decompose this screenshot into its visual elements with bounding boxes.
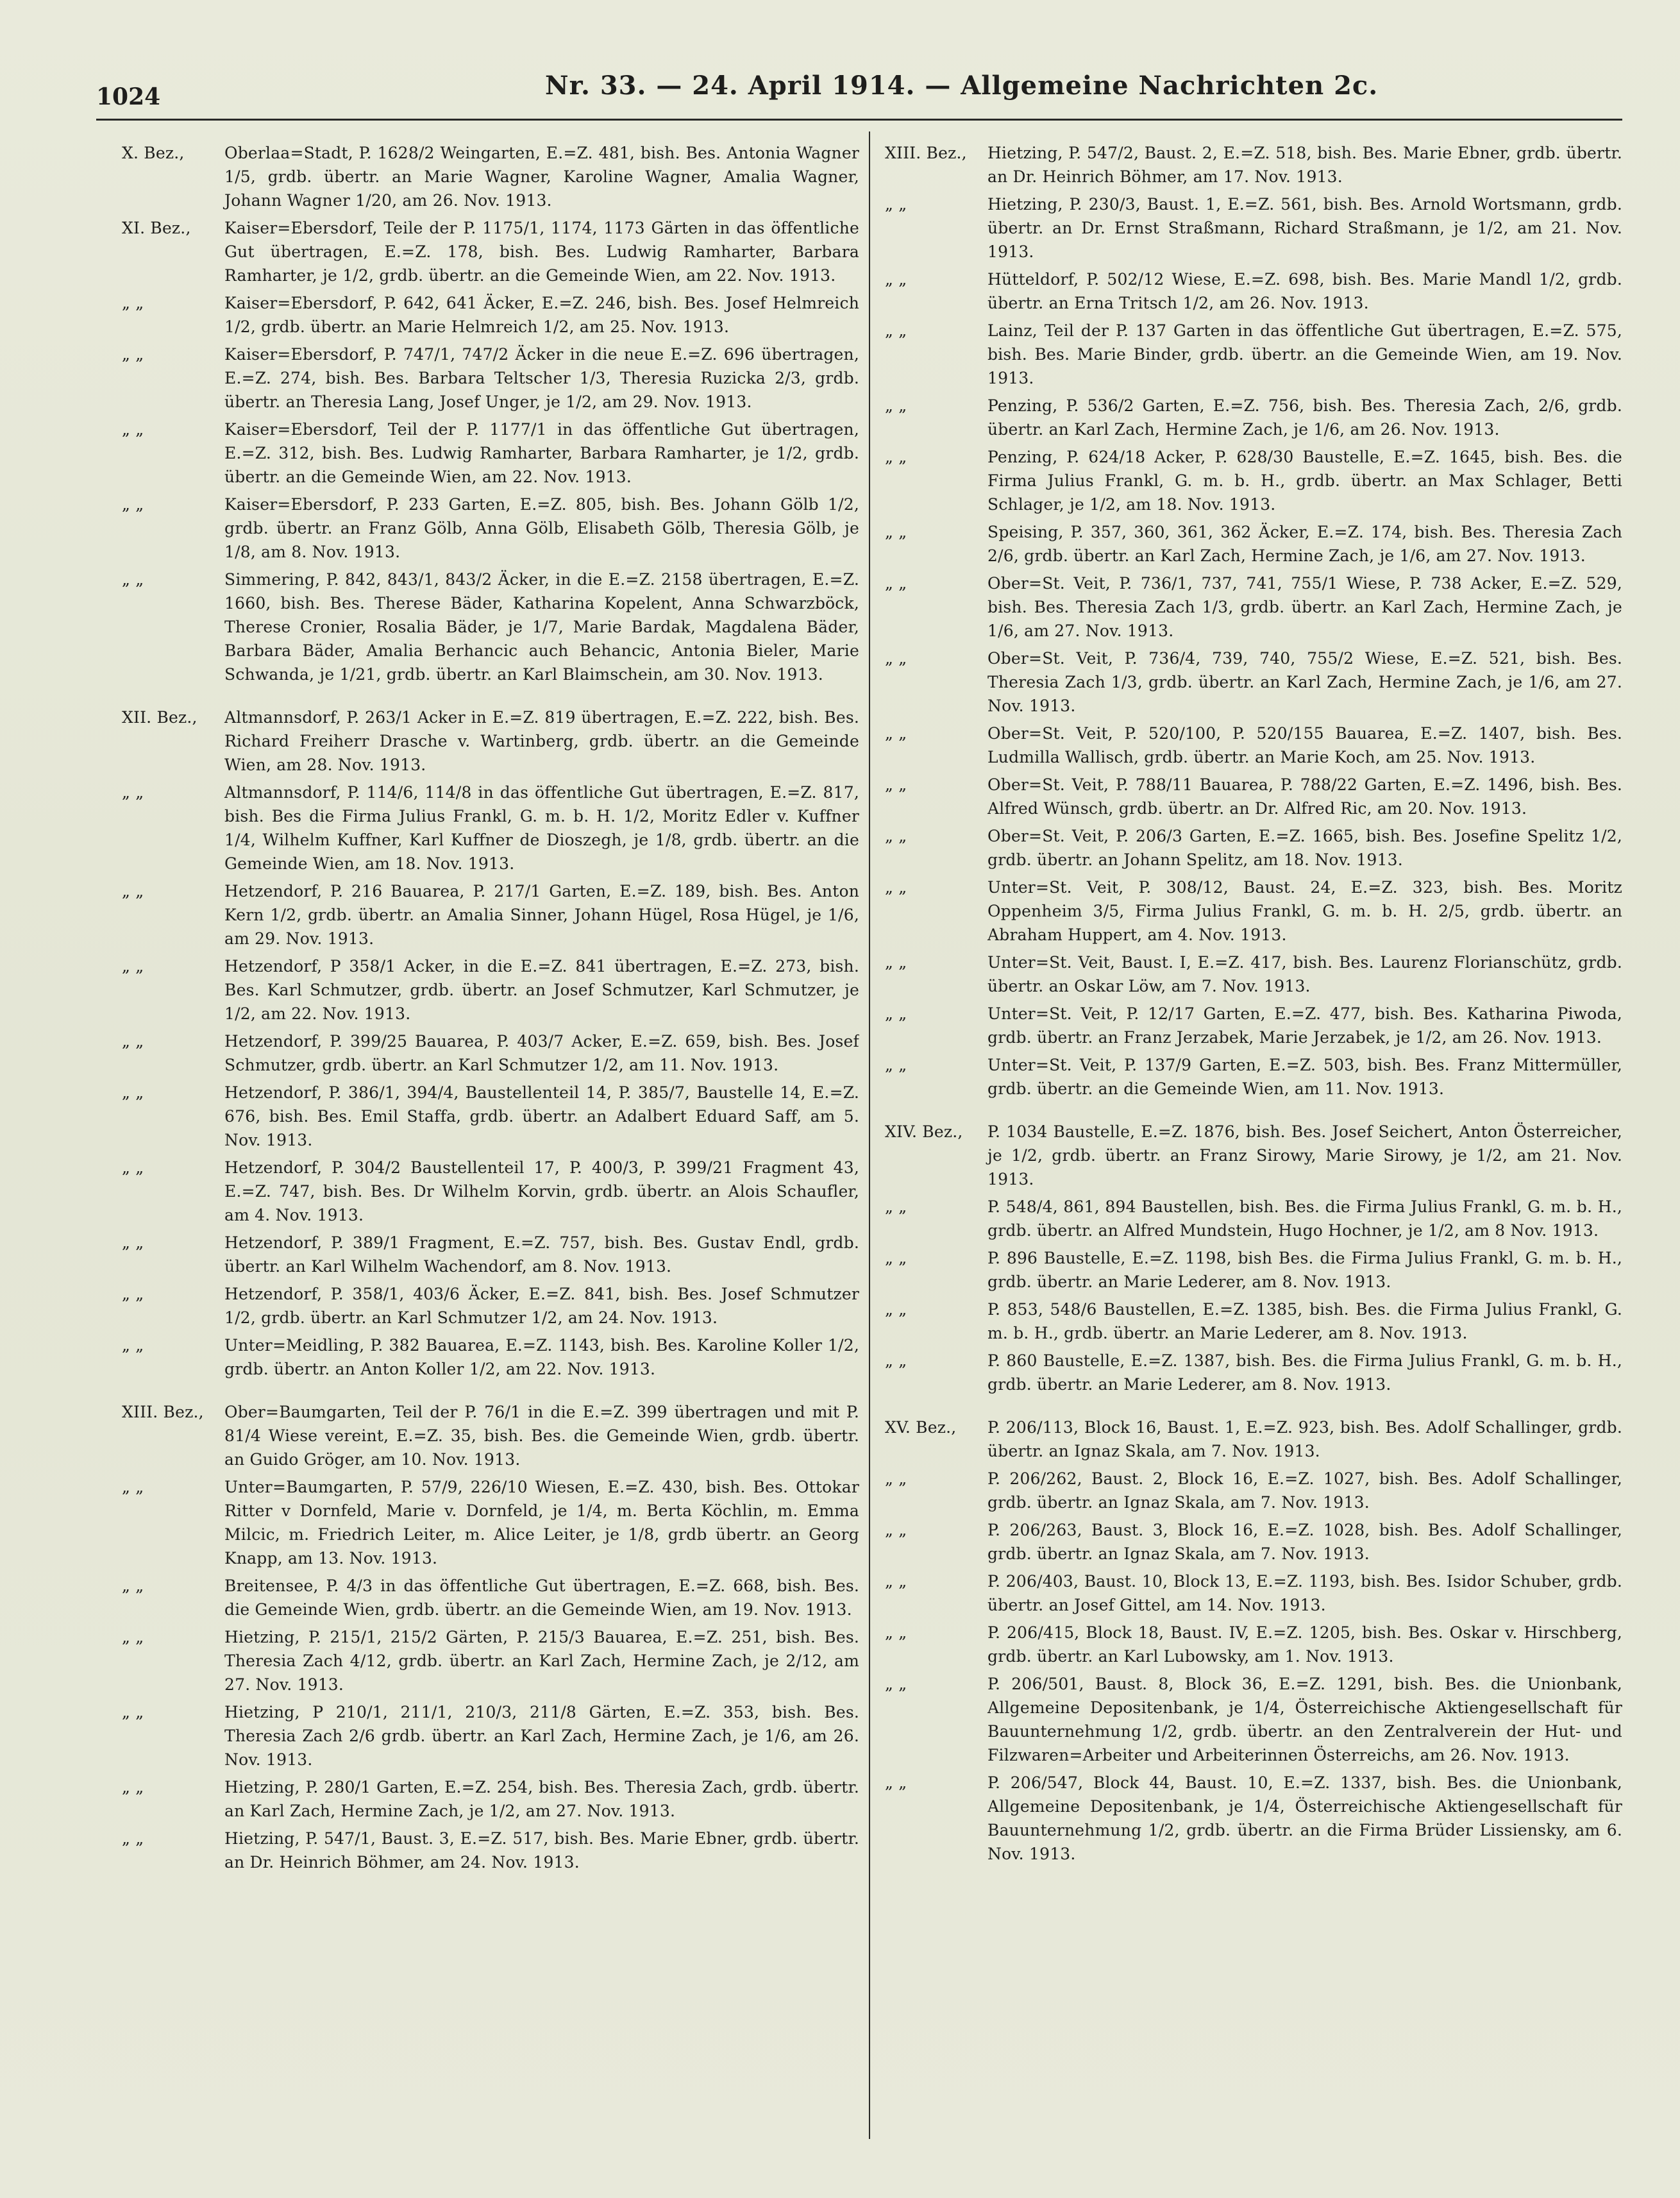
register-entry bbox=[885, 394, 1622, 441]
register-entry bbox=[122, 1282, 859, 1330]
register-entry bbox=[885, 141, 1622, 189]
entry-text: Altmannsdorf, P. 263/1 Acker in E.=Z. 819 übertragen, E.=Z. 222, bish. Bes. Richard Freiherr Drasche v. Wartinberg, grdb. übertr. an die Gemeinde Wien, am 28. Nov. 1913. bbox=[224, 708, 859, 774]
entry-text: Ober=St. Veit, P. 520/100, P. 520/155 Bauarea, E.=Z. 1407, bish. Bes. Ludmilla Wallisch, grdb. übertr. an Marie Koch, am 25. Nov. 1913. bbox=[987, 724, 1622, 766]
district-label: XIV. Bez., bbox=[885, 1122, 963, 1141]
district-label: „ „ bbox=[885, 1249, 907, 1267]
district-label: „ „ bbox=[122, 345, 144, 364]
district-label: XI. Bez., bbox=[122, 219, 191, 237]
register-entry bbox=[885, 1349, 1622, 1396]
entry-text: Kaiser=Ebersdorf, Teil der P. 1177/1 in das öffentliche Gut übertragen, E.=Z. 312, bish. Bes. Ludwig Ramharter, Barbara Ramharter, je 1/2, grdb. übertr. an die Gemeinde Wien, am 22. Nov. 1913. bbox=[224, 420, 859, 486]
district-label: X. Bez., bbox=[122, 144, 185, 162]
entry-text: Ober=St. Veit, P. 736/4, 739, 740, 755/2 Wiese, E.=Z. 521, bish. Bes. Theresia Zach 1/3, grdb. übertr. an Karl Zach, Hermine Zach, je 1/6, am 27. Nov. 1913. bbox=[987, 649, 1622, 715]
district-label: „ „ bbox=[885, 1197, 907, 1216]
district-label: „ „ bbox=[885, 827, 907, 845]
entry-text: Unter=Meidling, P. 382 Bauarea, E.=Z. 1143, bish. Bes. Karoline Koller 1/2, grdb. übertr. an Anton Koller 1/2, am 22. Nov. 1913. bbox=[224, 1336, 859, 1378]
district-label: „ „ bbox=[885, 523, 907, 541]
column-divider bbox=[869, 131, 870, 2139]
district-label: „ „ bbox=[122, 1083, 144, 1102]
register-entry bbox=[122, 418, 859, 489]
district-label: XIII. Bez., bbox=[122, 1403, 204, 1421]
entry-text: Hütteldorf, P. 502/12 Wiese, E.=Z. 698, bish. Bes. Marie Mandl 1/2, grdb. übertr. an Erna Tritsch 1/2, am 26. Nov. 1913. bbox=[987, 270, 1622, 312]
entry-text: Unter=St. Veit, Baust. I, E.=Z. 417, bish. Bes. Laurenz Florianschütz, grdb. übertr. an Oskar Löw, am 7. Nov. 1913. bbox=[987, 953, 1622, 995]
entry-text: Altmannsdorf, P. 114/6, 114/8 in das öffentliche Gut übertragen, E.=Z. 817, bish. Bes die Firma Julius Frankl, G. m. b. H. 1/2, Moritz Edler v. Kuffner 1/4, Wilhelm Kuffner, Karl Kuffner de Dioszegh, je 1/8, grdb. übertr. an die Gemeinde Wien, am 18. Nov. 1913. bbox=[224, 783, 859, 873]
register-entry bbox=[122, 781, 859, 875]
district-label: „ „ bbox=[885, 953, 907, 972]
entry-text: P. 853, 548/6 Baustellen, E.=Z. 1385, bish. Bes. die Firma Julius Frankl, G. m. b. H., grdb. übertr. an Marie Lederer, am 8. Nov. 1913. bbox=[987, 1300, 1622, 1342]
entry-text: Hietzing, P. 215/1, 215/2 Gärten, P. 215/3 Bauarea, E.=Z. 251, bish. Bes. Theresia Zach 4/12, grdb. übertr. an Karl Zach, Hermine Zach, je 2/12, am 27. Nov. 1913. bbox=[224, 1628, 859, 1694]
page-number: 1024 bbox=[96, 83, 161, 110]
entry-text: Ober=St. Veit, P. 736/1, 737, 741, 755/1 Wiese, P. 738 Acker, E.=Z. 529, bish. Bes. Theresia Zach 1/3, grdb. übertr. an Karl Zach, Hermine Zach, je 1/6, am 27. Nov. 1913. bbox=[987, 574, 1622, 640]
register-entry bbox=[122, 1827, 859, 1874]
register-entry bbox=[885, 773, 1622, 820]
register-entry bbox=[122, 1081, 859, 1152]
entry-text: Hietzing, P. 547/2, Baust. 2, E.=Z. 518, bish. Bes. Marie Ebner, grdb. übertr. an Dr. Heinrich Böhmer, am 17. Nov. 1913. bbox=[987, 144, 1622, 186]
district-label: „ „ bbox=[885, 1572, 907, 1591]
entry-text: Hietzing, P. 230/3, Baust. 1, E.=Z. 561, bish. Bes. Arnold Wortsmann, grdb. übertr. an Dr. Ernst Straßmann, Richard Straßmann, je 1/2, am 21. Nov. 1913. bbox=[987, 195, 1622, 261]
running-title: Nr. 33. — 24. April 1914. — Allgemeine Nachrichten 2c. bbox=[545, 71, 1379, 101]
register-entry bbox=[885, 1195, 1622, 1242]
register-entry bbox=[122, 1029, 859, 1077]
district-label: „ „ bbox=[885, 1004, 907, 1023]
left-column bbox=[122, 141, 859, 2149]
district-label: „ „ bbox=[885, 1469, 907, 1488]
district-label: „ „ bbox=[122, 783, 144, 802]
entry-text: Unter=Baumgarten, P. 57/9, 226/10 Wiesen, E.=Z. 430, bish. Bes. Ottokar Ritter v Dornfeld, Marie v. Dornfeld, je 1/4, m. Berta Köchlin, m. Emma Milcic, m. Friedrich Leiter, m. Alice Leiter, je 1/8, grdb übertr. an Georg Knapp, am 13. Nov. 1913. bbox=[224, 1478, 859, 1568]
register-entry bbox=[885, 1298, 1622, 1345]
district-label: „ „ bbox=[122, 420, 144, 439]
register-entry bbox=[885, 1246, 1622, 1294]
register-entry bbox=[885, 1569, 1622, 1617]
register-entry bbox=[885, 647, 1622, 718]
district-label: „ „ bbox=[885, 1056, 907, 1074]
district-label: „ „ bbox=[885, 775, 907, 794]
entry-text: Kaiser=Ebersdorf, P. 642, 641 Äcker, E.=Z. 246, bish. Bes. Josef Helmreich 1/2, grdb. übertr. an Marie Helmreich 1/2, am 25. Nov. 1913. bbox=[224, 294, 859, 336]
district-label: XII. Bez., bbox=[122, 708, 197, 727]
entry-text: Hietzing, P. 280/1 Garten, E.=Z. 254, bish. Bes. Theresia Zach, grdb. übertr. an Karl Zach, Hermine Zach, je 1/2, am 27. Nov. 1913. bbox=[224, 1778, 859, 1820]
register-entry bbox=[122, 1475, 859, 1570]
register-entry bbox=[885, 1672, 1622, 1767]
register-entry bbox=[122, 1700, 859, 1771]
register-entry bbox=[885, 1518, 1622, 1566]
entry-text: Ober=St. Veit, P. 788/11 Bauarea, P. 788/22 Garten, E.=Z. 1496, bish. Bes. Alfred Wünsch, grdb. übertr. an Dr. Alfred Ric, am 20. Nov. 1913. bbox=[987, 775, 1622, 818]
register-entry bbox=[885, 1467, 1622, 1514]
register-entry bbox=[885, 445, 1622, 516]
register-entry bbox=[122, 1400, 859, 1471]
entry-text: Hetzendorf, P. 386/1, 394/4, Baustellenteil 14, P. 385/7, Baustelle 14, E.=Z. 676, bish. Bes. Emil Staffa, grdb. übertr. an Adalbert Eduard Saff, am 5. Nov. 1913. bbox=[224, 1083, 859, 1149]
entry-text: Ober=Baumgarten, Teil der P. 76/1 in die E.=Z. 399 übertragen und mit P. 81/4 Wiese vereint, E.=Z. 35, bish. Bes. die Gemeinde Wien, grdb. übertr. an Guido Gröger, am 10. Nov. 1913. bbox=[224, 1403, 859, 1469]
district-label: „ „ bbox=[122, 1778, 144, 1796]
entry-text: Lainz, Teil der P. 137 Garten in das öffentliche Gut übertragen, E.=Z. 575, bish. Bes. Marie Binder, grdb. übertr. an die Gemeinde Wien, am 19. Nov. 1913. bbox=[987, 321, 1622, 387]
district-label: „ „ bbox=[122, 1829, 144, 1848]
district-label: „ „ bbox=[885, 270, 907, 289]
district-label: „ „ bbox=[122, 1032, 144, 1051]
register-entry bbox=[122, 342, 859, 414]
register-entry bbox=[885, 951, 1622, 998]
district-label: „ „ bbox=[122, 1285, 144, 1303]
register-entry bbox=[885, 1621, 1622, 1668]
district-label: „ „ bbox=[885, 1351, 907, 1370]
entry-text: Hietzing, P. 547/1, Baust. 3, E.=Z. 517, bish. Bes. Marie Ebner, grdb. übertr. an Dr. Heinrich Böhmer, am 24. Nov. 1913. bbox=[224, 1829, 859, 1872]
register-entry bbox=[885, 1002, 1622, 1049]
register-entry bbox=[885, 875, 1622, 947]
register-entry bbox=[885, 520, 1622, 568]
district-label: „ „ bbox=[885, 1521, 907, 1539]
district-label: „ „ bbox=[122, 957, 144, 976]
entry-text: Hetzendorf, P. 304/2 Baustellenteil 17, P. 400/3, P. 399/21 Fragment 43, E.=Z. 747, bish. Bes. Dr Wilhelm Korvin, grdb. übertr. an Alois Schaufler, am 4. Nov. 1913. bbox=[224, 1158, 859, 1224]
register-entry bbox=[122, 1156, 859, 1227]
register-entry bbox=[122, 1625, 859, 1696]
entry-text: Penzing, P. 536/2 Garten, E.=Z. 756, bish. Bes. Theresia Zach, 2/6, grdb. übertr. an Karl Zach, Hermine Zach, je 1/6, am 26. Nov. 1913. bbox=[987, 396, 1622, 439]
entry-text: P. 206/415, Block 18, Baust. IV, E.=Z. 1205, bish. Bes. Oskar v. Hirschberg, grdb. übertr. an Karl Lubowsky, am 1. Nov. 1913. bbox=[987, 1623, 1622, 1666]
district-label: „ „ bbox=[885, 195, 907, 214]
register-entry bbox=[885, 1771, 1622, 1866]
register-entry bbox=[885, 824, 1622, 872]
district-label: „ „ bbox=[885, 724, 907, 743]
register-entry bbox=[885, 192, 1622, 264]
district-label: XV. Bez., bbox=[885, 1418, 957, 1437]
entry-text: Hetzendorf, P 358/1 Acker, in die E.=Z. 841 übertragen, E.=Z. 273, bish. Bes. Karl Schmutzer, grdb. übertr. an Josef Schmutzer, Karl Schmutzer, je 1/2, am 22. Nov. 1913. bbox=[224, 957, 859, 1023]
register-entry bbox=[122, 568, 859, 686]
entry-text: Kaiser=Ebersdorf, P. 747/1, 747/2 Äcker in die neue E.=Z. 696 übertragen, E.=Z. 274, bish. Bes. Barbara Teltscher 1/3, Theresia Ruzicka 2/3, grdb. übertr. an Theresia Lang, Josef Unger, je 1/2, am 29. Nov. 1913. bbox=[224, 345, 859, 411]
district-label: „ „ bbox=[885, 396, 907, 415]
entry-text: P. 206/263, Baust. 3, Block 16, E.=Z. 1028, bish. Bes. Adolf Schallinger, grdb. übertr. an Ignaz Skala, am 7. Nov. 1913. bbox=[987, 1521, 1622, 1563]
district-label: „ „ bbox=[885, 649, 907, 668]
district-label: „ „ bbox=[885, 1623, 907, 1642]
district-label: „ „ bbox=[885, 878, 907, 897]
entry-text: Penzing, P. 624/18 Acker, P. 628/30 Baustelle, E.=Z. 1645, bish. Bes. die Firma Julius Frankl, G. m. b. H., grdb. übertr. an Max Schlager, Betti Schlager, je 1/2, am 18. Nov. 1913. bbox=[987, 448, 1622, 514]
entry-text: Unter=St. Veit, P. 12/17 Garten, E.=Z. 477, bish. Bes. Katharina Piwoda, grdb. übertr. an Franz Jerzabek, Marie Jerzabek, je 1/2, am 26. Nov. 1913. bbox=[987, 1004, 1622, 1047]
entry-text: P. 206/501, Baust. 8, Block 36, E.=Z. 1291, bish. Bes. die Unionbank, Allgemeine Depositenbank, je 1/4, Österreichische Aktiengesellschaft für Bauunternehmung 1/2, grdb. übertr. an den Zentralverein der Hut- und Filzwaren=Arbeiter und Arbeiterinnen Österreichs, am 26. Nov. 1913. bbox=[987, 1675, 1622, 1764]
register-entry bbox=[122, 141, 859, 212]
entry-text: Hetzendorf, P. 389/1 Fragment, E.=Z. 757, bish. Bes. Gustav Endl, grdb. übertr. an Karl Wilhelm Wachendorf, am 8. Nov. 1913. bbox=[224, 1233, 859, 1276]
register-entry bbox=[885, 722, 1622, 769]
register-entry bbox=[122, 216, 859, 287]
register-entry bbox=[122, 493, 859, 564]
district-label: „ „ bbox=[885, 1300, 907, 1319]
entry-text: P. 860 Baustelle, E.=Z. 1387, bish. Bes. die Firma Julius Frankl, G. m. b. H., grdb. übertr. an Marie Lederer, am 8. Nov. 1913. bbox=[987, 1351, 1622, 1394]
entry-text: P. 206/547, Block 44, Baust. 10, E.=Z. 1337, bish. Bes. die Unionbank, Allgemeine Depositenbank, je 1/4, Österreichische Aktiengesellschaft für Bauunternehmung 1/2, grdb. übertr. an die Firma Brüder Lissiensky, am 6. Nov. 1913. bbox=[987, 1773, 1622, 1863]
district-label: „ „ bbox=[122, 1703, 144, 1721]
entry-text: P. 206/403, Baust. 10, Block 13, E.=Z. 1193, bish. Bes. Isidor Schuber, grdb. übertr. an Josef Gittel, am 14. Nov. 1913. bbox=[987, 1572, 1622, 1614]
register-entry bbox=[885, 267, 1622, 315]
district-label: „ „ bbox=[122, 882, 144, 900]
right-column bbox=[885, 141, 1622, 2149]
entry-text: Kaiser=Ebersdorf, Teile der P. 1175/1, 1174, 1173 Gärten in das öffentliche Gut übertragen, E.=Z. 178, bish. Bes. Ludwig Ramharter, Barbara Ramharter, je 1/2, grdb. übertr. an die Gemeinde Wien, am 22. Nov. 1913. bbox=[224, 219, 859, 285]
entry-text: Hetzendorf, P. 399/25 Bauarea, P. 403/7 Acker, E.=Z. 659, bish. Bes. Josef Schmutzer, grdb. übertr. an Karl Schmutzer 1/2, am 11. Nov. 1913. bbox=[224, 1032, 859, 1074]
register-entry bbox=[885, 1120, 1622, 1191]
district-label: „ „ bbox=[122, 1577, 144, 1595]
entry-text: Speising, P. 357, 360, 361, 362 Äcker, E.=Z. 174, bish. Bes. Theresia Zach 2/6, grdb. übertr. an Karl Zach, Hermine Zach, je 1/6, am 27. Nov. 1913. bbox=[987, 523, 1622, 565]
entry-text: Kaiser=Ebersdorf, P. 233 Garten, E.=Z. 805, bish. Bes. Johann Gölb 1/2, grdb. übertr. an Franz Gölb, Anna Gölb, Elisabeth Gölb, Theresia Gölb, je 1/8, am 8. Nov. 1913. bbox=[224, 495, 859, 561]
entry-text: P. 1034 Baustelle, E.=Z. 1876, bish. Bes. Josef Seichert, Anton Österreicher, je 1/2, grdb. übertr. an Franz Sirowy, Marie Sirowy, je 1/2, am 21. Nov. 1913. bbox=[987, 1122, 1622, 1188]
entry-text: Oberlaa=Stadt, P. 1628/2 Weingarten, E.=Z. 481, bish. Bes. Antonia Wagner 1/5, grdb. übertr. an Marie Wagner, Karoline Wagner, Amalia Wagner, Johann Wagner 1/20, am 26. Nov. 1913. bbox=[224, 144, 859, 210]
entry-text: Hetzendorf, P. 358/1, 403/6 Äcker, E.=Z. 841, bish. Bes. Josef Schmutzer 1/2, grdb. übertr. an Karl Schmutzer 1/2, am 24. Nov. 1913. bbox=[224, 1285, 859, 1327]
register-entry bbox=[885, 319, 1622, 390]
register-entry bbox=[122, 954, 859, 1026]
district-label: „ „ bbox=[885, 574, 907, 593]
register-entry bbox=[122, 879, 859, 951]
district-label: „ „ bbox=[122, 570, 144, 589]
register-entry bbox=[885, 1053, 1622, 1101]
entry-text: Unter=St. Veit, P. 137/9 Garten, E.=Z. 503, bish. Bes. Franz Mittermüller, grdb. übertr. an die Gemeinde Wien, am 11. Nov. 1913. bbox=[987, 1056, 1622, 1098]
district-label: „ „ bbox=[122, 1233, 144, 1252]
district-label: „ „ bbox=[122, 1628, 144, 1646]
entry-text: P. 896 Baustelle, E.=Z. 1198, bish Bes. die Firma Julius Frankl, G. m. b. H., grdb. übertr. an Marie Lederer, am 8. Nov. 1913. bbox=[987, 1249, 1622, 1291]
entry-text: Unter=St. Veit, P. 308/12, Baust. 24, E.=Z. 323, bish. Bes. Moritz Oppenheim 3/5, Firma Julius Frankl, G. m. b. H. 2/5, grdb. übertr. an Abraham Huppert, am 4. Nov. 1913. bbox=[987, 878, 1622, 944]
register-entry bbox=[122, 1231, 859, 1278]
header-rule bbox=[96, 119, 1622, 121]
district-label: „ „ bbox=[885, 1773, 907, 1792]
register-entry bbox=[122, 291, 859, 339]
entry-text: Ober=St. Veit, P. 206/3 Garten, E.=Z. 1665, bish. Bes. Josefine Spelitz 1/2, grdb. übertr. an Johann Spelitz, am 18. Nov. 1913. bbox=[987, 827, 1622, 869]
register-entry bbox=[885, 571, 1622, 643]
district-label: „ „ bbox=[122, 1158, 144, 1177]
district-label: „ „ bbox=[122, 495, 144, 514]
page-header bbox=[96, 71, 1597, 109]
register-entry bbox=[122, 1775, 859, 1823]
district-label: XIII. Bez., bbox=[885, 144, 967, 162]
district-label: „ „ bbox=[122, 1336, 144, 1355]
entry-text: P. 548/4, 861, 894 Baustellen, bish. Bes. die Firma Julius Frankl, G. m. b. H., grdb. übertr. an Alfred Mundstein, Hugo Hochner, je 1/2, am 8 Nov. 1913. bbox=[987, 1197, 1622, 1240]
register-entry bbox=[122, 706, 859, 777]
entry-text: Hietzing, P 210/1, 211/1, 210/3, 211/8 Gärten, E.=Z. 353, bish. Bes. Theresia Zach 2/6 grdb. übertr. an Karl Zach, Hermine Zach, je 1/6, am 26. Nov. 1913. bbox=[224, 1703, 859, 1769]
district-label: „ „ bbox=[885, 1675, 907, 1693]
district-label: „ „ bbox=[122, 1478, 144, 1496]
entry-text: P. 206/113, Block 16, Baust. 1, E.=Z. 923, bish. Bes. Adolf Schallinger, grdb. übertr. an Ignaz Skala, am 7. Nov. 1913. bbox=[987, 1418, 1622, 1460]
entry-text: Hetzendorf, P. 216 Bauarea, P. 217/1 Garten, E.=Z. 189, bish. Bes. Anton Kern 1/2, grdb. übertr. an Amalia Sinner, Johann Hügel, Rosa Hügel, je 1/6, am 29. Nov. 1913. bbox=[224, 882, 859, 948]
entry-text: Breitensee, P. 4/3 in das öffentliche Gut übertragen, E.=Z. 668, bish. Bes. die Gemeinde Wien, grdb. übertr. an die Gemeinde Wien, am 19. Nov. 1913. bbox=[224, 1577, 859, 1619]
register-entry bbox=[122, 1574, 859, 1621]
district-label: „ „ bbox=[122, 294, 144, 312]
district-label: „ „ bbox=[885, 448, 907, 466]
entry-text: Simmering, P. 842, 843/1, 843/2 Äcker, in die E.=Z. 2158 übertragen, E.=Z. 1660, bish. Bes. Therese Bäder, Katharina Kopelent, Anna Schwarzböck, Therese Cronier, Rosalia Bäder, je 1/7, Marie Bardak, Magdalena Bäder, Barbara Bäder, Amalia Berhancic auch Behancic, Antonia Bieler, Marie Schwanda, je 1/21, grdb. übertr. an Karl Blaimschein, am 30. Nov. 1913. bbox=[224, 570, 859, 684]
district-label: „ „ bbox=[885, 321, 907, 340]
register-entry bbox=[122, 1333, 859, 1381]
entry-text: P. 206/262, Baust. 2, Block 16, E.=Z. 1027, bish. Bes. Adolf Schallinger, grdb. übertr. an Ignaz Skala, am 7. Nov. 1913. bbox=[987, 1469, 1622, 1512]
register-entry bbox=[885, 1416, 1622, 1463]
